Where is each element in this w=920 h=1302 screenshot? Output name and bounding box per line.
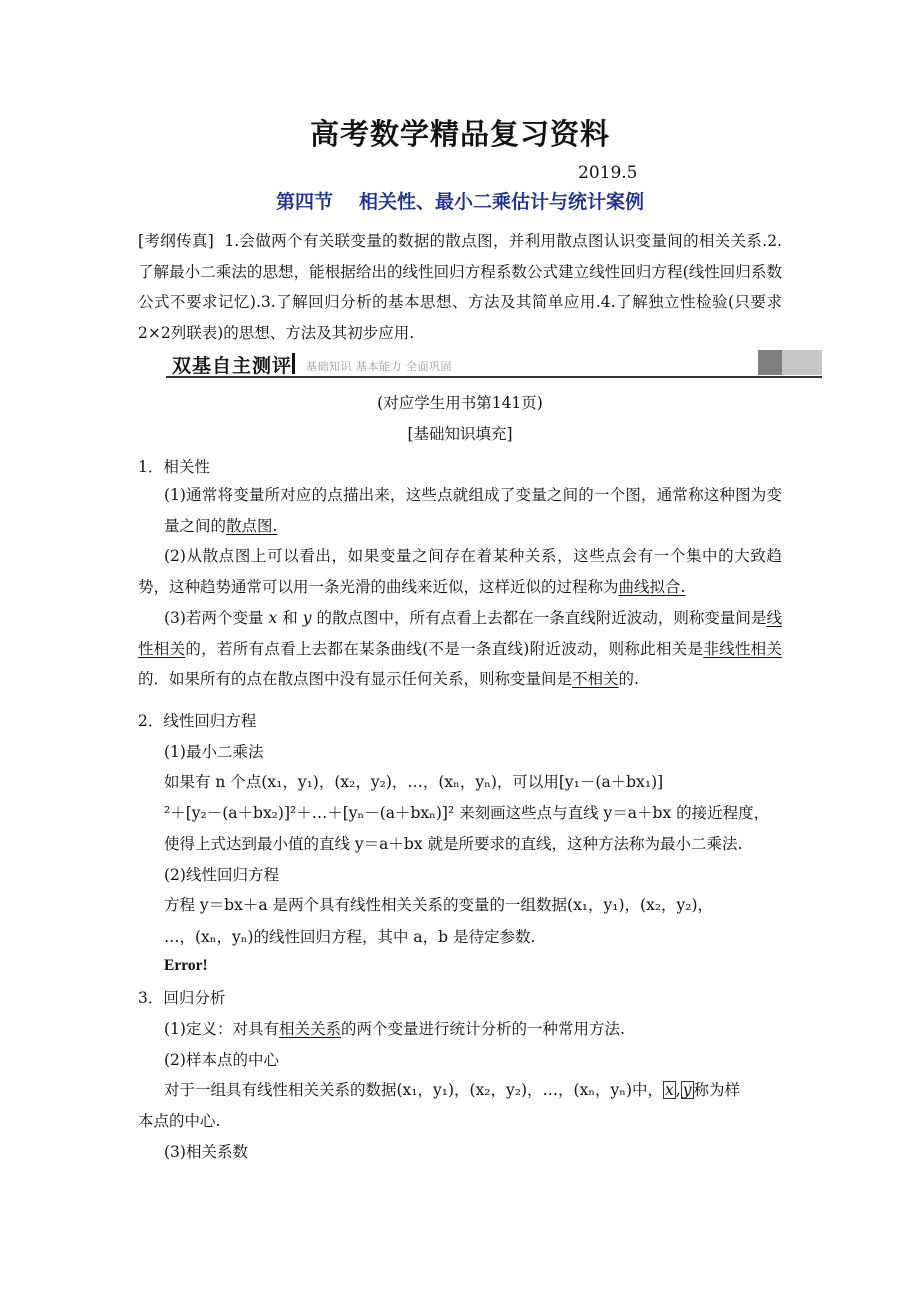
main-title: 高考数学精品复习资料 xyxy=(309,117,610,151)
s3-center-line: 对于一组具有线性相关关系的数据(x₁，y₁)，(x₂，y₂)，…，(xₙ，yₙ)中， x , y 称为样 xyxy=(164,1081,741,1099)
answer-linear-correlation: 线性相关 xyxy=(138,609,782,658)
section-number: 第四节 xyxy=(275,191,333,213)
answer-nonlinear-correlation: 非线性相关 xyxy=(703,639,782,658)
answer-scatter-plot: 散点图. xyxy=(226,516,278,535)
banner-divider xyxy=(292,353,295,374)
banner-block-light xyxy=(782,350,822,375)
s2-sub-regression-equation: (2)线性回归方程 xyxy=(164,866,279,884)
banner-subtitle: 基础知识 基本能力 全面巩固 xyxy=(306,360,452,373)
syllabus-tag: [考纲传真] xyxy=(138,232,214,250)
s2-line-4: 方程 y＝bx＋a 是两个具有线性相关关系的变量的一组数据(x₁，y₁)，(x₂，y₂)， xyxy=(164,896,714,914)
y-bar-box: y xyxy=(682,1081,692,1099)
section-title xyxy=(0,187,920,214)
page-reference: (对应学生用书第141页) xyxy=(377,394,543,412)
section-name: 相关性、最小二乘估计与统计案例 xyxy=(359,191,645,213)
s3-sub-correlation-coefficient: (3)相关系数 xyxy=(164,1143,248,1161)
section-banner xyxy=(138,349,822,379)
s2-line-3: 使得上式达到最小值的直线 y＝a＋bx 就是所要求的直线，这种方法称为最小二乘法. xyxy=(164,835,743,853)
syllabus-paragraph xyxy=(138,226,782,348)
s1-paragraph-1: (1)通常将变量所对应的点描出来，这些点就组成了变量之间的一个图，通常称这种图为变量之间的散点图. xyxy=(164,486,782,535)
x-bar-box: x xyxy=(665,1081,674,1099)
s3-definition: (1)定义：对具有相关关系的两个变量进行统计分析的一种常用方法. xyxy=(164,1020,625,1038)
banner-block-dark xyxy=(758,350,782,375)
s2-line-5: …，(xₙ，yₙ)的线性回归方程，其中 a，b 是待定参数. xyxy=(164,928,536,946)
s3-heading: 3．回归分析 xyxy=(138,989,226,1007)
s1-paragraph-3: (3)若两个变量 x 和 y 的散点图中，所有点看上去都在一条直线附近波动，则称变量间是线性相关的，若所有点看上去都在某条曲线(不是一条直线)附近波动，则称此相关是非线性相关的．如果所有的点在散点图中没有显示任何关系，则称变量间是不相关的. xyxy=(138,609,782,688)
s2-sub-least-squares: (1)最小二乘法 xyxy=(164,743,264,761)
s1-heading: 1．相关性 xyxy=(138,458,210,476)
answer-correlation-relation: 相关关系 xyxy=(278,1020,341,1038)
s2-line-2: ²＋[y₂－(a＋bx₂)]²＋…＋[yₙ－(a＋bxₙ)]² 来刻画这些点与直线 y＝a＋bx 的接近程度， xyxy=(164,804,770,822)
s2-heading: 2．线性回归方程 xyxy=(138,712,257,730)
answer-uncorrelated: 不相关 xyxy=(572,670,619,688)
s2-line-1: 如果有 n 个点(x₁，y₁)，(x₂，y₂)，…，(xₙ，yₙ)，可以用[y₁－(a＋bx₁)] xyxy=(164,773,664,791)
s1-paragraph-2: (2)从散点图上可以看出，如果变量之间存在着某种关系，这些点会有一个集中的大致趋势，这种趋势通常可以用一条光滑的曲线来近似，这样近似的过程称为曲线拟合. xyxy=(138,547,782,596)
date-label: 2019.5 xyxy=(578,163,638,183)
error-text: Error! xyxy=(164,957,208,974)
s3-center-line-2: 本点的中心. xyxy=(138,1112,221,1130)
fill-heading: [基础知识填充] xyxy=(407,425,513,443)
syllabus-text: 1.会做两个有关联变量的数据的散点图，并利用散点图认识变量间的相关关系.2.了解最小二乘法的思想，能根据给出的线性回归方程系数公式建立线性回归方程(线性回归系数公式不要求记忆).3.了解回归分析的基本思想、方法及其简单应用.4.了解独立性检验(只要求2×2列联表)的思想、方法及其初步应用. xyxy=(138,232,782,342)
s3-sub-sample-center: (2)样本点的中心 xyxy=(164,1051,279,1069)
answer-curve-fitting: 曲线拟合. xyxy=(618,577,686,596)
banner-label: 双基自主测评 xyxy=(172,355,293,377)
